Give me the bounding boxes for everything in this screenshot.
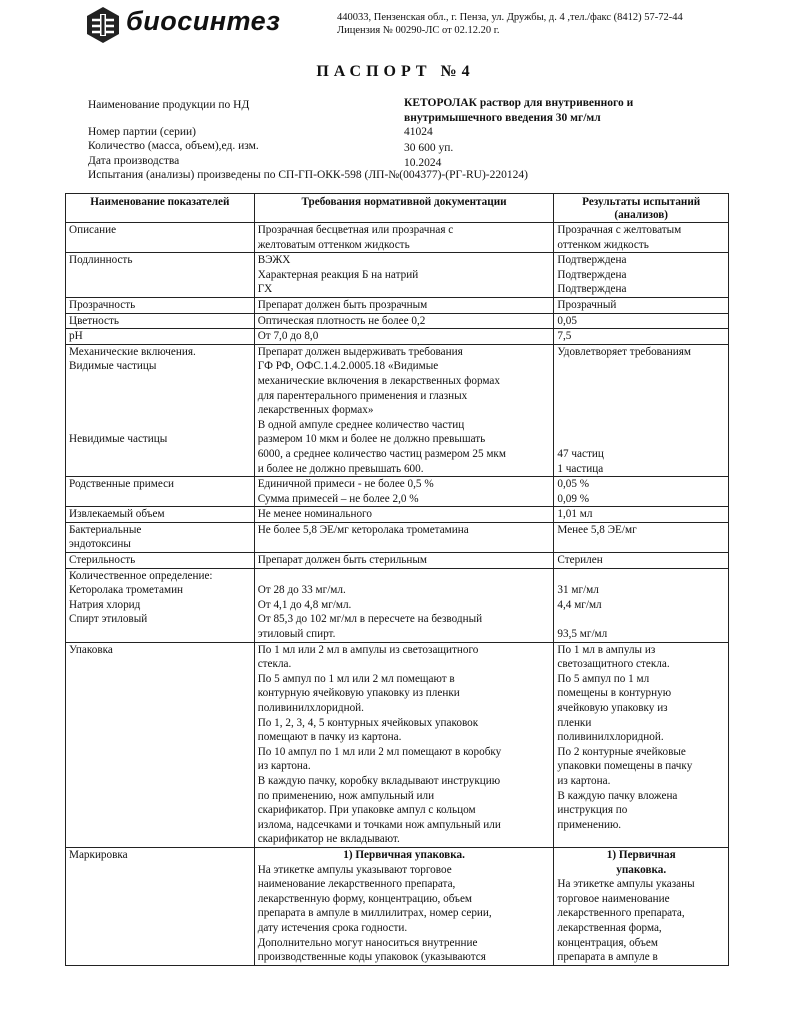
cell-text: этиловый спирт.: [257, 628, 336, 641]
result-cell: [554, 507, 729, 523]
result-cell: [554, 477, 729, 507]
cell-text: [258, 569, 551, 584]
cell-text: Подтверждена: [557, 268, 627, 281]
cell-text: Прозрачность: [69, 298, 136, 311]
cell-text: В каждую пачку вложена: [557, 789, 678, 802]
table-row: [66, 344, 729, 476]
cell-text: [557, 612, 725, 627]
table-row: [66, 253, 729, 298]
cell-text: [557, 359, 725, 374]
cell-text: Упаковка: [69, 643, 113, 656]
cell-text: размером 10 мкм и более не должно превышать: [257, 433, 486, 446]
cell-text: [557, 418, 725, 433]
cell-text: [557, 389, 725, 404]
requirement-cell: [254, 507, 554, 523]
cell-text: Натрия хлорид: [69, 598, 141, 611]
cell-text: стекла.: [257, 658, 292, 671]
date-label: Дата производства: [88, 155, 180, 167]
indicator-cell: [66, 297, 255, 313]
cell-text: помещены в контурную: [557, 687, 672, 700]
cell-text: Кеторолака трометамин: [69, 584, 184, 597]
cell-text: Извлекаемый объем: [69, 508, 165, 521]
cell-text: Единичной примеси - не более 0,5 %: [257, 478, 434, 491]
cell-text: Бактериальные: [69, 523, 142, 536]
cell-text: эндотоксины: [69, 538, 131, 551]
cell-text: по применению, нож ампульный или: [257, 789, 435, 802]
requirement-cell: [254, 477, 554, 507]
requirement-cell: [254, 329, 554, 345]
indicator-cell: [66, 329, 255, 345]
cell-heading: 1) Первичная упаковка.: [343, 848, 465, 861]
cell-text: для парентерального применения и глазных: [257, 389, 468, 402]
result-cell: [554, 329, 729, 345]
cell-text: упаковки помещены в пачку: [557, 760, 693, 773]
table-header-row: [66, 194, 729, 223]
indicator-cell: [66, 344, 255, 476]
cell-text: По 2 контурные ячейковые: [557, 745, 686, 758]
cell-text: 0,05: [557, 314, 577, 327]
indicator-cell: [66, 522, 255, 552]
result-cell: [554, 847, 729, 965]
cell-text: От 4,1 до 4,8 мг/мл.: [257, 598, 352, 611]
cell-text: скарификатор не вкладывают.: [257, 833, 400, 846]
biosintez-logo-icon: [86, 6, 120, 44]
product-name-line: внутримышечного введения 30 мг/мл: [404, 112, 601, 124]
result-cell: [554, 297, 729, 313]
cell-text: и более не должно превышать 600.: [257, 462, 424, 475]
cell-text: По 1 мл или 2 мл в ампулы из светозащитного: [257, 643, 479, 656]
cell-text: 93,5 мг/мл: [557, 628, 608, 641]
cell-text: [557, 432, 725, 447]
cell-text: [557, 374, 725, 389]
cell-text: ячейковую упаковку из: [557, 702, 668, 714]
table-row: [66, 553, 729, 569]
cell-text: поливинилхлоридной.: [257, 702, 364, 714]
result-cell: [554, 553, 729, 569]
header-indicator: Наименование показателей: [66, 194, 255, 223]
requirement-cell: [254, 253, 554, 298]
cell-text: [69, 374, 251, 389]
cell-text: Препарат должен быть стерильным: [257, 554, 427, 567]
indicator-cell: [66, 507, 255, 523]
product-name: [404, 96, 633, 126]
cell-text: ГФ РФ, ОФС.1.4.2.0005.18 «Видимые: [257, 360, 439, 373]
cell-text: препарата в ампуле в: [557, 951, 658, 964]
cell-text: На этикетке ампулы указывают торговое: [257, 863, 452, 876]
table-row: [66, 847, 729, 965]
cell-text: 47 частиц: [557, 447, 604, 460]
cell-text: лекарственную форму, концентрацию, объем: [257, 892, 472, 905]
cell-text: По 5 ампул по 1 мл или 2 мл помещают в: [257, 672, 455, 685]
cell-text: По 1 мл в ампулы из: [557, 643, 656, 656]
cell-text: Менее 5,8 ЭЕ/мг: [557, 523, 637, 536]
indicator-cell: [66, 553, 255, 569]
batch-label: Номер партии (серии): [88, 126, 196, 138]
cell-text: 7,5: [557, 330, 572, 343]
cell-text: Количественное определение:: [69, 569, 213, 582]
cell-text: 31 мг/мл: [557, 584, 599, 597]
cell-text: pH: [69, 330, 83, 343]
cell-text: [69, 403, 251, 418]
table-row: [66, 223, 729, 253]
tests-line: Испытания (анализы) произведены по СП-ГП-ОКК-598 (ЛП-№(004377)-(РГ-RU)-220124): [88, 169, 528, 181]
cell-text: Стерилен: [557, 554, 603, 567]
table-row: [66, 642, 729, 847]
requirement-cell: [254, 522, 554, 552]
cell-text: лекарственная форма,: [557, 921, 662, 934]
cell-text: Родственные примеси: [69, 478, 175, 491]
quantity-value: 30 600 уп.: [404, 142, 454, 154]
cell-text: светозащитного стекла.: [557, 658, 670, 671]
cell-text: контурную ячейковую упаковку из пленки: [257, 687, 460, 700]
logo-text: биосинтез: [126, 6, 281, 36]
cell-text: 1 частица: [557, 462, 604, 475]
company-logo: [86, 4, 286, 46]
table-row: [66, 568, 729, 642]
indicator-cell: [66, 847, 255, 965]
cell-text: Описание: [69, 224, 117, 236]
indicator-cell: [66, 253, 255, 298]
result-cell: [554, 568, 729, 642]
cell-text: По 1, 2, 3, 4, 5 контурных ячейковых упаковок: [257, 716, 479, 729]
cell-text: Подтверждена: [557, 254, 627, 267]
table-row: [66, 313, 729, 329]
quantity-label: Количество (масса, объем),ед. изм.: [88, 140, 259, 152]
cell-text: По 10 ампул по 1 мл или 2 мл помещают в коробку: [257, 745, 502, 758]
cell-text: скарификатор. При упаковке ампул с кольцом: [257, 804, 476, 817]
requirement-cell: [254, 297, 554, 313]
indicator-cell: [66, 223, 255, 253]
requirement-cell: [254, 344, 554, 476]
cell-text: Подтверждена: [557, 283, 627, 296]
cell-text: [69, 418, 251, 433]
cell-text: поливинилхлоридной.: [557, 731, 664, 744]
table-body: [66, 223, 729, 966]
cell-text: Спирт этиловый: [69, 613, 148, 626]
requirement-cell: [254, 568, 554, 642]
cell-heading: 1) Первичная: [606, 848, 676, 861]
cell-text: инструкция по: [557, 804, 628, 817]
requirement-cell: [254, 553, 554, 569]
table-row: [66, 477, 729, 507]
cell-text: излома, надсечками и точками нож ампульный или: [257, 818, 501, 831]
cell-heading: упаковка.: [616, 863, 667, 876]
result-cell: [554, 642, 729, 847]
document-title: ПАСПОРТ №4: [316, 63, 475, 80]
cell-text: 0,05 %: [557, 478, 590, 491]
cell-text: пленки: [557, 716, 592, 729]
cell-text: Невидимые частицы: [69, 433, 168, 446]
cell-text: Стерильность: [69, 554, 136, 567]
cell-text: Дополнительно могут наноситься внутренние: [257, 936, 478, 949]
header-results: Результаты испытаний (анализов): [554, 194, 729, 223]
requirement-cell: [254, 223, 554, 253]
table-row: [66, 522, 729, 552]
cell-text: помещают в пачку из картона.: [257, 731, 402, 744]
cell-text: По 5 ампул по 1 мл: [557, 672, 650, 685]
cell-text: От 85,3 до 102 мг/мл в пересчете на безводный: [257, 613, 483, 626]
indicator-cell: [66, 568, 255, 642]
result-cell: [554, 344, 729, 476]
cell-text: От 7,0 до 8,0: [257, 330, 319, 343]
requirement-cell: [254, 847, 554, 965]
product-name-line: КЕТОРОЛАК раствор для внутривенного и: [404, 97, 634, 109]
cell-text: Подлинность: [69, 254, 133, 267]
cell-text: [557, 569, 725, 584]
cell-text: оттенком жидкость: [557, 238, 649, 251]
cell-text: производственные коды упаковок (указываются: [257, 951, 486, 964]
cell-text: Прозрачная с желтоватым: [557, 224, 682, 236]
indicator-cell: [66, 642, 255, 847]
cell-text: В одной ампуле среднее количество частиц: [257, 418, 465, 431]
cell-text: торговое наименование: [557, 892, 670, 905]
cell-text: концентрация, объем: [557, 936, 658, 949]
result-cell: [554, 522, 729, 552]
indicator-cell: [66, 477, 255, 507]
cell-text: желтоватым оттенком жидкость: [257, 238, 410, 251]
company-address: [337, 11, 683, 37]
cell-text: из картона.: [257, 760, 311, 773]
date-value: 10.2024: [404, 157, 442, 169]
cell-text: препарата в ампуле в миллилитрах, номер серии,: [257, 907, 492, 920]
requirement-cell: [254, 313, 554, 329]
result-cell: [554, 313, 729, 329]
specification-table: [65, 193, 729, 966]
cell-text: Видимые частицы: [69, 360, 157, 373]
cell-text: В каждую пачку, коробку вкладывают инструкцию: [257, 774, 501, 787]
cell-text: Цветность: [69, 314, 119, 327]
cell-text: Не менее номинального: [257, 508, 372, 521]
cell-text: Маркировка: [69, 848, 128, 861]
cell-text: 1,01 мл: [557, 508, 593, 521]
table-row: [66, 507, 729, 523]
cell-text: Удовлетворяет требованиям: [557, 345, 691, 358]
cell-text: Прозрачный: [557, 298, 617, 311]
cell-text: из картона.: [557, 774, 611, 787]
cell-text: Препарат должен выдерживать требования: [257, 345, 463, 358]
cell-text: Не более 5,8 ЭЕ/мг кеторолака трометамина: [257, 523, 469, 536]
license-line: Лицензия № 00290-ЛС от 02.12.20 г.: [337, 25, 500, 36]
requirement-cell: [254, 642, 554, 847]
cell-text: 6000, а среднее количество частиц размером 25 мкм: [257, 447, 506, 460]
cell-text: 4,4 мг/мл: [557, 598, 602, 611]
address-line: 440033, Пензенская обл., г. Пенза, ул. Дружбы, д. 4 ,тел./факс (8412) 57-72-44: [337, 12, 683, 23]
product-label: Наименование продукции по НД: [88, 99, 250, 111]
cell-text: лекарственного препарата,: [557, 907, 685, 920]
batch-value: 41024: [404, 126, 433, 138]
cell-text: [69, 389, 251, 404]
cell-text: механические включения в лекарственных формах: [257, 374, 500, 387]
cell-text: лекарственных формах»: [257, 404, 374, 417]
cell-text: От 28 до 33 мг/мл.: [257, 584, 346, 597]
cell-text: 0,09 %: [557, 492, 590, 505]
cell-text: Сумма примесей – не более 2,0 %: [257, 492, 419, 505]
cell-text: Оптическая плотность не более 0,2: [257, 314, 426, 327]
cell-text: наименование лекарственного препарата,: [257, 878, 456, 891]
result-cell: [554, 253, 729, 298]
indicator-cell: [66, 313, 255, 329]
cell-text: ВЭЖХ: [257, 254, 291, 267]
table-row: [66, 329, 729, 345]
cell-text: ГХ: [257, 283, 273, 296]
cell-text: Препарат должен быть прозрачным: [257, 298, 428, 311]
cell-text: применению.: [557, 818, 622, 831]
cell-text: Характерная реакция Б на натрий: [257, 268, 419, 281]
header-requirements: Требования нормативной документации: [254, 194, 554, 223]
result-cell: [554, 223, 729, 253]
table-row: [66, 297, 729, 313]
cell-text: [557, 403, 725, 418]
cell-text: дату истечения срока годности.: [257, 921, 408, 934]
cell-text: Прозрачная бесцветная или прозрачная с: [257, 224, 454, 236]
cell-text: Механические включения.: [69, 345, 196, 358]
cell-text: На этикетке ампулы указаны: [557, 878, 695, 891]
